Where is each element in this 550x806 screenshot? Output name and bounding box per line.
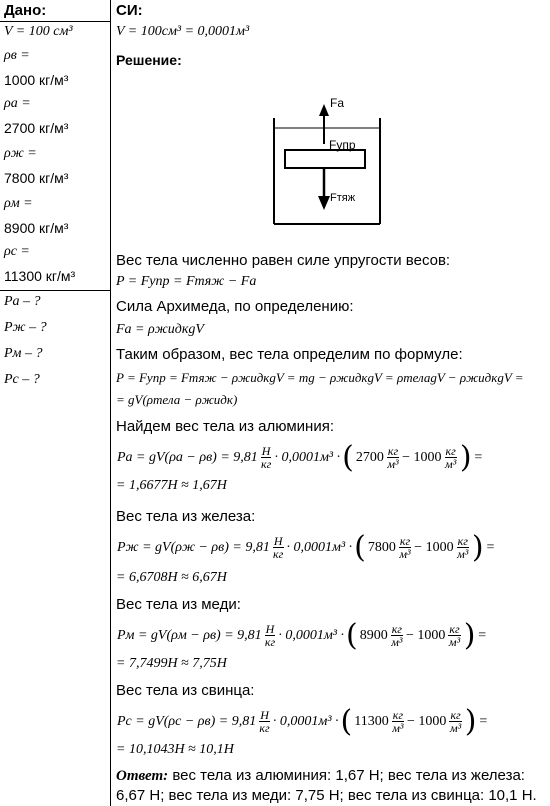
given-line: ρс = xyxy=(4,244,30,259)
unknown-line: Pа – ? xyxy=(4,294,41,309)
unit-fraction: $\frac{H}{кг}$ xyxy=(264,622,276,649)
density-unit: $\frac{кг}{\text{м³}}$ xyxy=(399,534,411,561)
answer xyxy=(116,766,548,805)
density-unit: $\frac{кг}{\text{м³}}$ xyxy=(387,444,399,471)
equals-sign: = xyxy=(485,539,496,555)
minus-water: − 1000 xyxy=(414,539,454,555)
unit-fraction: $\frac{H}{кг}$ xyxy=(260,444,272,471)
eq-archimedes: Fa = ρжидкgV xyxy=(116,322,204,337)
si-line: V = 100см³ = 0,0001м³ xyxy=(116,24,250,39)
solution-column xyxy=(112,0,550,806)
unknown-line: Pс – ? xyxy=(4,372,40,387)
section-title-lead: Вес тела из свинца: xyxy=(116,682,255,699)
formula-copper: Pм = gV(ρм − ρв) = 9,81 $\frac{H}{кг}$ · 0,0001м³ · ( 8900 $\frac{кг}{\text{м³}}$ − 1000 $\frac{кг}{\text{м³}}$ ) = xyxy=(117,618,487,653)
label-fa: Fa xyxy=(330,96,345,110)
result-copper: = 7,7499H ≈ 7,75H xyxy=(116,656,227,671)
result-aluminium: = 1,6677H ≈ 1,67H xyxy=(116,478,227,493)
equals-sign: = xyxy=(478,713,488,729)
answer-label: Ответ: xyxy=(116,768,169,784)
solution-header: Решение: xyxy=(116,52,182,68)
given-column xyxy=(0,0,111,806)
formula-iron: Pж = gV(ρж − ρв) = 9,81 $\frac{H}{кг}$ · 0,0001м³ · ( 7800 $\frac{кг}{\text{м³}}$ − 1000 $\frac{кг}{\text{м³}}$ ) = xyxy=(117,530,496,565)
density-unit: $\frac{кг}{\text{м³}}$ xyxy=(445,444,457,471)
given-line: V = 100 см³ xyxy=(4,24,73,39)
density-unit: $\frac{кг}{\text{м³}}$ xyxy=(391,622,403,649)
density-unit: $\frac{кг}{\text{м³}}$ xyxy=(392,708,404,735)
archimedes-arrowhead xyxy=(319,104,329,116)
formula-mid: · 0,0001м³ · xyxy=(286,539,353,555)
density-unit: $\frac{кг}{\text{м³}}$ xyxy=(449,708,462,735)
section-title-copper: Вес тела из меди: xyxy=(116,596,241,613)
density-value: 11300 xyxy=(354,713,389,729)
given-line: ρж = xyxy=(4,146,37,161)
given-header-rule xyxy=(0,21,110,22)
unit-fraction: $\frac{H}{кг}$ xyxy=(259,708,270,735)
formula-lead: Pс = gV(ρс − ρв) = 9,81 $\frac{H}{кг}$ · 0,0001м³ · ( 11300 $\frac{кг}{\text{м³}}$ − 1000 $\frac{кг}{\text{м³}}$ ) = xyxy=(117,704,488,739)
minus-water: − 1000 xyxy=(402,449,442,465)
label-ftyazh: Fтяж xyxy=(330,192,356,204)
eq-formula-line2: = gV(ρтела − ρжидк) xyxy=(116,392,238,407)
density-value: 8900 xyxy=(359,627,388,643)
result-iron: = 6,6708H ≈ 6,67H xyxy=(116,570,227,585)
minus-water: − 1000 xyxy=(405,627,446,643)
unit-fraction: $\frac{H}{кг}$ xyxy=(273,534,284,561)
formula-lhs: Pм = gV(ρм − ρв) = 9,81 xyxy=(117,627,262,643)
equals-sign: = xyxy=(473,449,483,465)
section-title-aluminium: Найдем вес тела из алюминия: xyxy=(116,418,334,435)
result-lead: = 10,1043H ≈ 10,1H xyxy=(116,742,234,757)
formula-mid: · 0,0001м³ · xyxy=(272,713,339,729)
answer-text: вес тела из алюминия: 1,67 Н; вес тела из железа: 6,67 Н; вес тела из меди: 7,75 Н; вес тела из свинца: 10,1 Н. xyxy=(116,767,537,804)
eq-formula-line1: P = Fупр = Fтяж − ρжидкgV = mg − ρжидкgV = ρтелаgV − ρжидкgV = xyxy=(116,370,524,385)
formula-lhs: Pс = gV(ρс − ρв) = 9,81 xyxy=(117,713,257,729)
si-header: СИ: xyxy=(116,2,143,19)
minus-water: − 1000 xyxy=(407,713,447,729)
formula-mid: · 0,0001м³ · xyxy=(274,449,341,465)
density-unit: $\frac{кг}{\text{м³}}$ xyxy=(457,534,469,561)
unknown-line: Pм – ? xyxy=(4,346,43,361)
given-line: ρа = xyxy=(4,96,31,111)
label-fupr: Fупр xyxy=(329,138,356,152)
gravity-arrowhead xyxy=(318,196,330,210)
density-value: 7800 xyxy=(367,539,396,555)
formula-aluminium: Pa = gV(ρa − ρв) = 9,81 $\frac{H}{кг}$ · 0,0001м³ · ( 2700 $\frac{кг}{\text{м³}}$ − 1000 $\frac{кг}{\text{м³}}$ ) = xyxy=(117,440,483,475)
given-line: ρм = xyxy=(4,196,33,211)
formula-mid: · 0,0001м³ · xyxy=(278,627,344,643)
force-diagram xyxy=(262,92,392,232)
text-archimedes: Сила Архимеда, по определению: xyxy=(116,298,354,315)
text-weight-equals-elastic: Вес тела численно равен силе упругости весов: xyxy=(116,252,451,269)
given-line: 11300 кг/м³ xyxy=(4,268,76,284)
given-header: Дано: xyxy=(4,2,47,19)
given-line: ρв = xyxy=(4,48,30,63)
text-formula: Таким образом, вес тела определим по формуле: xyxy=(116,346,463,363)
section-title-iron: Вес тела из железа: xyxy=(116,508,256,525)
density-unit: $\frac{кг}{\text{м³}}$ xyxy=(448,622,461,649)
formula-lhs: Pa = gV(ρa − ρв) = 9,81 xyxy=(117,449,258,465)
given-line: 7800 кг/м³ xyxy=(4,170,69,186)
given-line: 8900 кг/м³ xyxy=(4,220,69,236)
density-value: 2700 xyxy=(355,449,384,465)
formula-lhs: Pж = gV(ρж − ρв) = 9,81 xyxy=(117,539,270,555)
given-rule xyxy=(0,290,110,291)
given-line: 2700 кг/м³ xyxy=(4,120,69,136)
equals-sign: = xyxy=(477,627,487,643)
eq-weight: P = Fупр = Fтяж − Fa xyxy=(116,274,257,289)
given-line: 1000 кг/м³ xyxy=(4,72,69,88)
body-block xyxy=(285,150,365,168)
unknown-line: Pж – ? xyxy=(4,320,47,335)
